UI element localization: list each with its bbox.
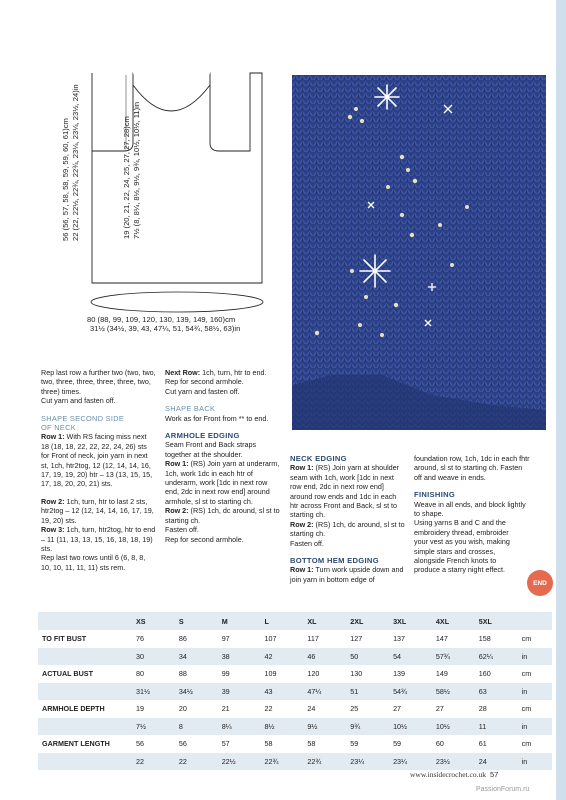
vest-outline <box>92 73 262 283</box>
table-cell: 130 <box>350 669 363 679</box>
table-cell: 63 <box>475 683 518 701</box>
table-cell: 10½ <box>432 718 475 736</box>
table-cell: 28 <box>478 704 487 714</box>
table-cell: 60 <box>435 739 444 749</box>
table-cell: L <box>261 612 304 630</box>
table-cell: 57¾ <box>432 648 475 666</box>
table-cell: 22 <box>175 753 218 771</box>
table-cell: 23¼ <box>346 753 389 771</box>
table-cell: 5XL <box>475 612 518 630</box>
bust-in-label: 31½ (34½, 39, 43, 47¼, 51, 54¾, 58½, 63)in <box>90 324 241 333</box>
page-number: 57 <box>489 770 499 779</box>
instruction-row: Row 3: 1ch, turn, htr2tog, htr to end – 11 (11, 13, 13, 15, 16, 18, 18, 19) sts. <box>41 525 156 553</box>
table-row <box>38 683 552 701</box>
paragraph: Cut yarn and fasten off. <box>165 386 240 396</box>
section-heading: FINISHING <box>414 490 456 500</box>
paragraph: Work as for Front from ** to end. <box>165 413 269 423</box>
table-cell: 25 <box>350 704 359 714</box>
table-cell: 158 <box>478 634 491 644</box>
table-cell: cm <box>521 669 532 679</box>
table-cell: 34½ <box>175 683 218 701</box>
table-cell: 4XL <box>432 612 475 630</box>
instruction-row: Row 1: With RS facing miss next 18 (18, 18, 22, 22, 22, 24, 26) sts for Front of neck, join yarn in next st, 1ch, htr2tog, 12 (12, 14, 14, 16, 17, 19, 19, 20) htr – 13 (13, 15, 15, 17, 18, 20, 20, 21) sts. <box>41 432 153 489</box>
table-cell: 8½ <box>261 718 304 736</box>
table-cell <box>38 753 132 771</box>
paragraph: foundation row, 1ch, 1dc in each fhtr around, sl st to starting ch. Fasten off and weave in ends. <box>414 454 530 482</box>
section-heading: SHAPE SECOND SIDE <box>41 413 125 423</box>
table-row <box>38 665 552 683</box>
table-cell: 54 <box>389 648 432 666</box>
table-cell: 9½ <box>303 718 346 736</box>
table-cell: 8 <box>175 718 218 736</box>
crochet-star-photo <box>292 75 546 430</box>
table-cell: M <box>218 612 261 630</box>
bust-cm-label: 80 (88, 99, 109, 120, 130, 139, 149, 160)cm <box>87 315 236 324</box>
table-cell: 61 <box>478 739 487 749</box>
table-cell: 30 <box>132 648 175 666</box>
table-cell: 56 <box>136 739 144 749</box>
table-cell: 86 <box>178 634 187 644</box>
paragraph: Fasten off. <box>290 538 324 548</box>
table-row <box>38 630 552 648</box>
table-row <box>38 700 552 718</box>
section-heading: BOTTOM HEM EDGING <box>290 556 379 566</box>
end-badge: END <box>527 570 553 596</box>
table-row <box>38 648 552 666</box>
instruction-row: Row 1: Turn work upside down and join yarn in bottom edge of <box>290 565 404 584</box>
table-cell: 107 <box>264 634 277 644</box>
section-heading: OF NECK <box>41 423 76 433</box>
text-column-1 <box>41 368 156 572</box>
paragraph: Rep for second armhole. <box>165 534 244 544</box>
table-cell: 22 <box>132 753 175 771</box>
table-cell: 38 <box>218 648 261 666</box>
bust-dimension-ellipse <box>91 292 263 312</box>
page-footer <box>410 770 498 779</box>
site-url[interactable]: www.insidecrochet.co.uk <box>410 770 486 779</box>
paragraph: Seam Front and Back straps together at the shoulder. <box>165 440 257 459</box>
table-cell: 58 <box>264 739 273 749</box>
table-cell: 31½ <box>132 683 175 701</box>
table-cell: 149 <box>435 669 448 679</box>
table-cell: 23½ <box>432 753 475 771</box>
instruction-row: Next Row: 1ch, turn, htr to end. <box>165 368 267 377</box>
table-cell: cm <box>521 634 532 644</box>
table-cell: 2XL <box>346 612 389 630</box>
table-cell: 11 <box>475 718 518 736</box>
table-cell: XS <box>132 612 175 630</box>
table-cell: 147 <box>435 634 448 644</box>
paragraph: Using yarns B and C and the embroidery thread, embroider your vest as you wish, making simple stars and crosses, alongside French knots to produce a starry night effect. <box>414 518 510 575</box>
table-cell: 59 <box>350 739 359 749</box>
table-cell: 58 <box>307 739 316 749</box>
text-column-2 <box>165 368 280 544</box>
table-cell: 76 <box>136 634 144 644</box>
section-heading: SHAPE BACK <box>165 404 216 414</box>
text-column-3 <box>290 454 405 584</box>
table-cell: 42 <box>261 648 304 666</box>
table-cell: 21 <box>221 704 230 714</box>
table-cell: 47¼ <box>303 683 346 701</box>
table-cell: 43 <box>261 683 304 701</box>
instruction-row: Row 1: (RS) Join yarn at shoulder seam with 1ch, work [1dc in next row end, 2dc in next row end] around row ends and 1dc in each htr across Front and Back, sl st to starting ch. <box>290 463 400 520</box>
table-cell: 20 <box>178 704 187 714</box>
table-cell: 22 <box>264 704 273 714</box>
star-icon <box>360 255 390 287</box>
table-row <box>38 718 552 736</box>
table-cell: S <box>175 612 218 630</box>
instruction-row: Row 2: (RS) 1ch, dc around, sl st to starting ch. <box>165 506 280 525</box>
table-cell: GARMENT LENGTH <box>42 739 110 749</box>
table-cell: 139 <box>393 669 406 679</box>
paragraph: Rep for second armhole. <box>165 377 244 387</box>
height-cm-label: 56 (56, 57, 58, 58, 59, 59, 60, 61)cm <box>61 118 70 241</box>
instruction-row: Row 2: (RS) 1ch, dc around, sl st to starting ch. <box>290 519 405 539</box>
table-header-row <box>38 612 552 630</box>
table-row <box>38 753 552 771</box>
table-cell: TO FIT BUST <box>42 634 87 644</box>
table-cell <box>38 718 132 736</box>
table-cell: 22¾ <box>261 753 304 771</box>
table-cell: 22½ <box>218 753 261 771</box>
table-cell: ACTUAL BUST <box>42 669 93 679</box>
table-cell: 22¾ <box>303 753 346 771</box>
table-cell: 19 <box>136 704 144 714</box>
table-cell: 58½ <box>432 683 475 701</box>
page-edge-strip <box>556 0 566 800</box>
armhole-cm-label: 19 (20, 21, 22, 24, 25, 27, 27, 28)cm <box>122 116 131 239</box>
table-cell: 24 <box>307 704 316 714</box>
table-cell: 9¾ <box>346 718 389 736</box>
vest-neckline <box>133 85 210 111</box>
table-cell: 7½ <box>132 718 175 736</box>
table-cell: 51 <box>346 683 389 701</box>
text-column-4 <box>414 454 532 575</box>
table-cell: XL <box>303 612 346 630</box>
table-cell: 117 <box>307 634 319 644</box>
star-icon <box>375 85 399 109</box>
paragraph: Rep last two rows until 6 (6, 8, 8, 10, 10, 11, 11, 11) sts rem. <box>41 553 146 572</box>
table-cell: 120 <box>307 669 320 679</box>
table-cell: 56 <box>178 739 187 749</box>
table-cell <box>518 612 552 630</box>
table-cell: 50 <box>346 648 389 666</box>
table-cell: 23¼ <box>389 753 432 771</box>
table-cell: 27 <box>435 704 444 714</box>
section-heading: NECK EDGING <box>290 454 347 463</box>
table-cell: 99 <box>221 669 230 679</box>
table-cell: 80 <box>136 669 144 679</box>
table-cell <box>38 648 132 666</box>
table-cell <box>38 683 132 701</box>
table-cell: 27 <box>393 704 402 714</box>
table-cell: 8¼ <box>218 718 261 736</box>
table-cell: 46 <box>303 648 346 666</box>
table-cell: in <box>518 683 552 701</box>
table-cell: 137 <box>393 634 406 644</box>
table-cell: 88 <box>178 669 187 679</box>
table-cell: cm <box>521 704 532 714</box>
vest-schematic <box>30 55 280 355</box>
table-cell <box>38 612 132 630</box>
table-row <box>38 735 552 753</box>
table-cell: 54¾ <box>389 683 432 701</box>
table-cell: 3XL <box>389 612 432 630</box>
table-cell: 109 <box>264 669 277 679</box>
armhole-in-label: 7½ (8, 8¼, 8½, 9½, 9¾, 10½, 10½, 11)in <box>132 101 141 239</box>
table-cell: cm <box>521 739 532 749</box>
table-cell: 39 <box>218 683 261 701</box>
table-cell: 10½ <box>389 718 432 736</box>
height-in-label: 22 (22, 22½, 22¾, 22¾, 23¼, 23¼, 23½, 24)in <box>71 84 80 241</box>
table-cell: in <box>518 718 552 736</box>
table-cell: ARMHOLE DEPTH <box>42 704 105 714</box>
paragraph: Fasten off. <box>165 525 199 535</box>
table-cell: 62¼ <box>475 648 518 666</box>
paragraph: Cut yarn and fasten off. <box>41 396 116 406</box>
paragraph: Rep last row a further two (two, two, two, three, three, three, three, two, three) times. <box>41 368 156 396</box>
instruction-row: Row 2: 1ch, turn, htr to last 2 sts, htr2tog – 12 (12, 14, 14, 16, 17, 19, 19, 20) sts. <box>41 496 154 525</box>
table-cell: 127 <box>350 634 363 644</box>
table-cell: 97 <box>221 634 230 644</box>
section-heading: ARMHOLE EDGING <box>165 431 240 441</box>
table-cell: in <box>518 648 552 666</box>
table-cell: 34 <box>175 648 218 666</box>
size-table <box>38 612 552 770</box>
table-cell: 59 <box>393 739 402 749</box>
table-cell: 24 <box>475 753 518 771</box>
paragraph: Weave in all ends, and block lightly to shape. <box>414 499 526 519</box>
watermark: PassionForum.ru <box>476 786 530 793</box>
table-cell: in <box>518 753 552 771</box>
table-cell: 160 <box>478 669 491 679</box>
instruction-row: Row 1: (RS) Join yarn at underarm, 1ch, work 1dc in each htr of underarm, work [1dc in next row end, 2dc in next row end] around armhole, sl st to starting ch. <box>165 459 280 506</box>
table-cell: 57 <box>221 739 230 749</box>
